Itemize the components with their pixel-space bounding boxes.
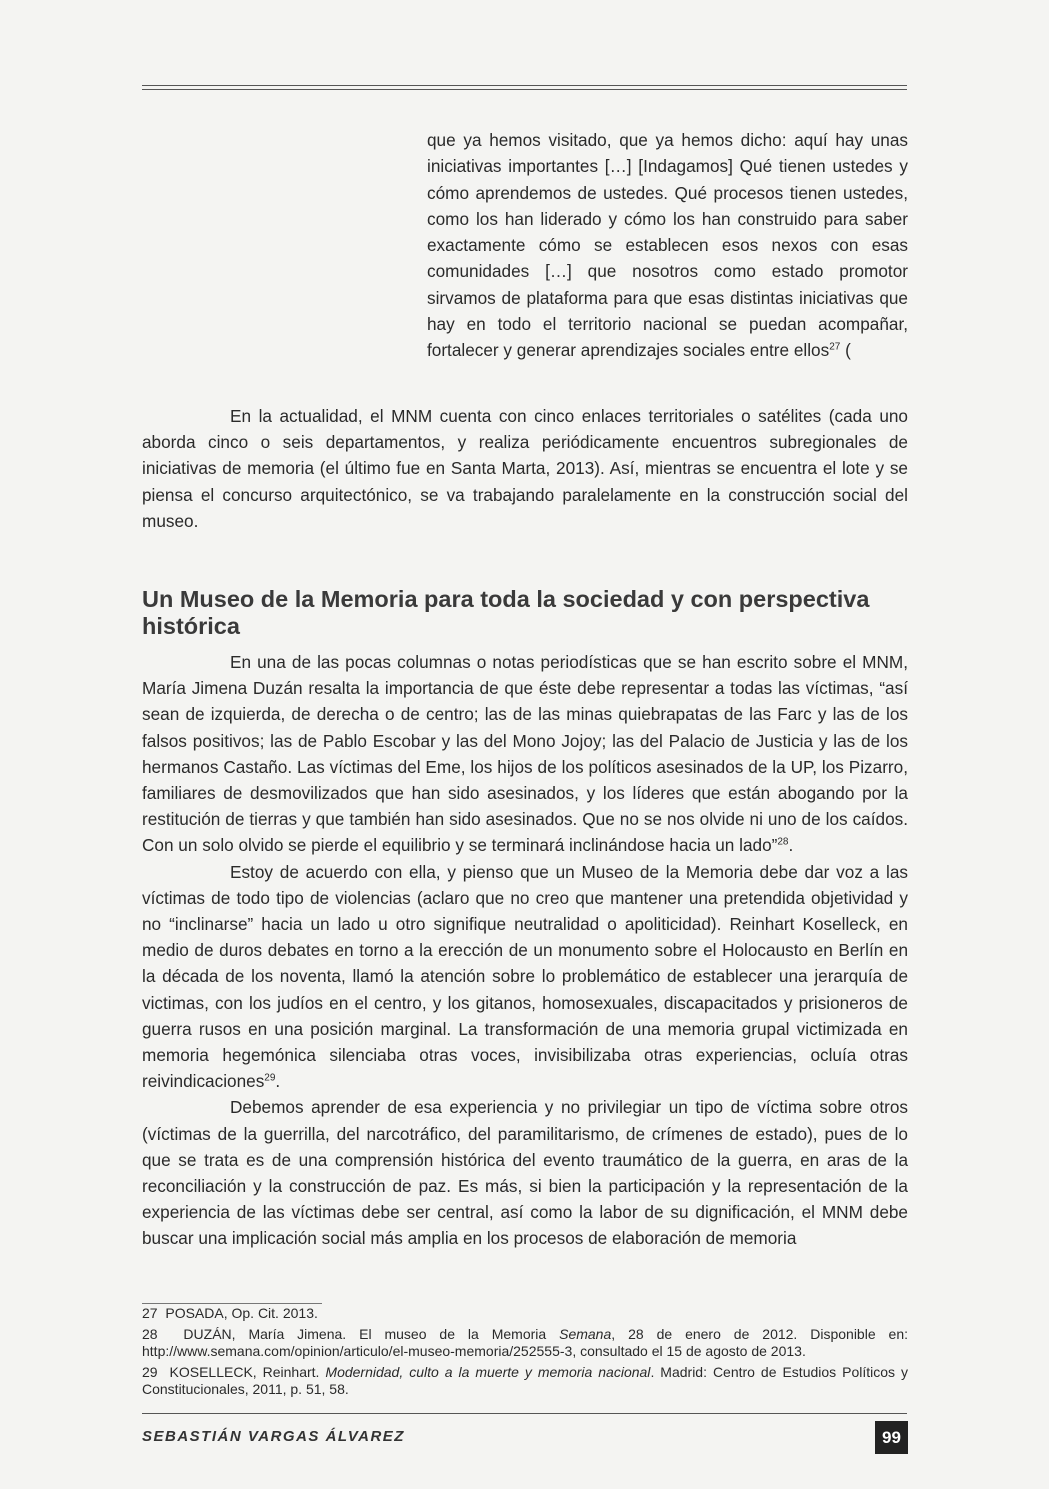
footnote-italic: Modernidad, culto a la muerte y memoria nacional	[325, 1363, 651, 1380]
footnote-number: 28	[142, 1325, 158, 1342]
running-footer-author: SEBASTIÁN VARGAS ÁLVAREZ	[142, 1428, 405, 1445]
block-quote	[427, 127, 908, 364]
paragraph-4: Debemos aprender de esa experiencia y no privilegiar un tipo de víctima sobre otros (víctimas de la guerrilla, del narcotráfico, del paramilitarismo, de crímenes de estado), pues de lo que se trata es de una comprensión histórica del evento traumático de la guerra, en aras de la reconciliación y la construcción de paz. Es más, si bien la participación y la representación de la experiencia de las víctimas debe ser central, así como la labor de su dignificación, el MNM debe buscar una implicación social más amplia en los procesos de elaboración de memoria	[142, 1097, 908, 1249]
paragraph-2-tail: .	[788, 835, 794, 856]
footnote-text: KOSELLECK, Reinhart.	[169, 1363, 326, 1380]
footnote-text-end: . Madrid: Centro de Estudios Políticos y Constitucionales, 2011, p. 51, 58.	[142, 1363, 908, 1397]
footnote-28	[142, 1326, 908, 1361]
body-section-1	[142, 403, 908, 534]
footnote-27	[142, 1305, 908, 1323]
footnote-29	[142, 1364, 908, 1399]
footnote-number: 29	[142, 1363, 158, 1380]
paragraph-1: En la actualidad, el MNM cuenta con cinco enlaces territoriales o satélites (cada uno aborda cinco o seis departamentos, y realiza periódicamente encuentros subregionales de iniciativas de memoria (el último fue en Santa Marta, 2013). Así, mientras se encuentra el lote y se piensa el concurso arquitectónico, se va trabajando paralelamente en la construcción social del museo.	[142, 406, 908, 531]
quote-tail: (	[840, 340, 851, 361]
footnote-ref-28[interactable]: 28	[777, 836, 789, 848]
footnote-text-end[interactable]: , 28 de enero de 2012. Disponible en: http://www.semana.com/opinion/articulo/el-museo-memoria/252555-3, consultado el 15 de agosto de 2013.	[142, 1325, 908, 1359]
footnote-number: 27	[142, 1305, 158, 1321]
paragraph-2-text: En una de las pocas columnas o notas periodísticas que se han escrito sobre el MNM, María Jimena Duzán resalta la importancia de que éste debe representar a todas las víctimas, “así sean de izquierda, de derecha o de centro; las de las minas quiebrapatas de las Farc y las de los falsos positivos; las de Pablo Escobar y las del Mono Jojoy; las del Palacio de Justicia y las de los hermanos Castaño. Las víctimas del Eme, los hijos de los políticos asesinados de la UP, los Pizarro, familiares de desmovilizados que han sido asesinados, y los líderes que están abogando por la restitución de tierras y que también han sido asesinados. Que no se nos olvide ni uno de los caídos. Con un solo olvido se pierde el equilibrio y se terminará inclinándose hacia un lado”	[142, 652, 908, 856]
paragraph-3-tail: .	[275, 1071, 281, 1092]
footnotes	[142, 1305, 908, 1402]
paragraph-3-text: Estoy de acuerdo con ella, y pienso que un Museo de la Memoria debe dar voz a las víctimas de todo tipo de violencias (aclaro que no creo que mantener una pretendida objetividad y no “inclinarse” hacia un lado u otro signifique neutralidad o apoliticidad). Reinhart Koselleck, en medio de duros debates en torno a la erección de un monumento sobre el Holocausto en Berlín en la década de los noventa, llamó la atención sobre lo problemático de establecer una jerarquía de victimas, con los judíos en el centro, y los gitanos, homosexuales, discapacitados y prisioneros de guerra rusos en una posición marginal. La transformación de una memoria grupal victimizada en memoria hegemónica silenciaba otras voces, invisibilizaba otras experiencias, ocluía otras reivindicaciones	[142, 861, 908, 1092]
body-section-2	[142, 649, 908, 1252]
section-heading: Un Museo de la Memoria para toda la sociedad y con perspectiva histórica	[142, 586, 870, 639]
footnote-ref-27[interactable]: 27	[829, 341, 841, 353]
footnote-text: DUZÁN, María Jimena. El museo de la Memoria	[183, 1325, 560, 1342]
footnote-text: POSADA, Op. Cit. 2013.	[165, 1305, 318, 1321]
footnote-ref-29[interactable]: 29	[264, 1072, 276, 1084]
footnote-divider	[142, 1303, 322, 1304]
paragraph-2	[142, 649, 908, 859]
footnote-italic: Semana	[559, 1325, 612, 1342]
quote-text: que ya hemos visitado, que ya hemos dicho: aquí hay unas iniciativas importantes […] [Indagamos] Qué tienen ustedes y cómo aprendemos de ustedes. Qué procesos tienen ustedes, como los han liderado y cómo los han construido para saber exactamente cómo se establecen esos nexos con esas comunidades […] que nosotros como estado promotor sirvamos de plataforma para que esas distintas iniciativas que hay en todo el territorio nacional se puedan acompañar, fortalecer y generar aprendizajes sociales entre ellos	[427, 130, 908, 361]
page-number-badge: 99	[875, 1421, 908, 1454]
bottom-rule	[142, 1413, 907, 1414]
top-rule	[142, 85, 907, 90]
paragraph-3	[142, 859, 908, 1095]
